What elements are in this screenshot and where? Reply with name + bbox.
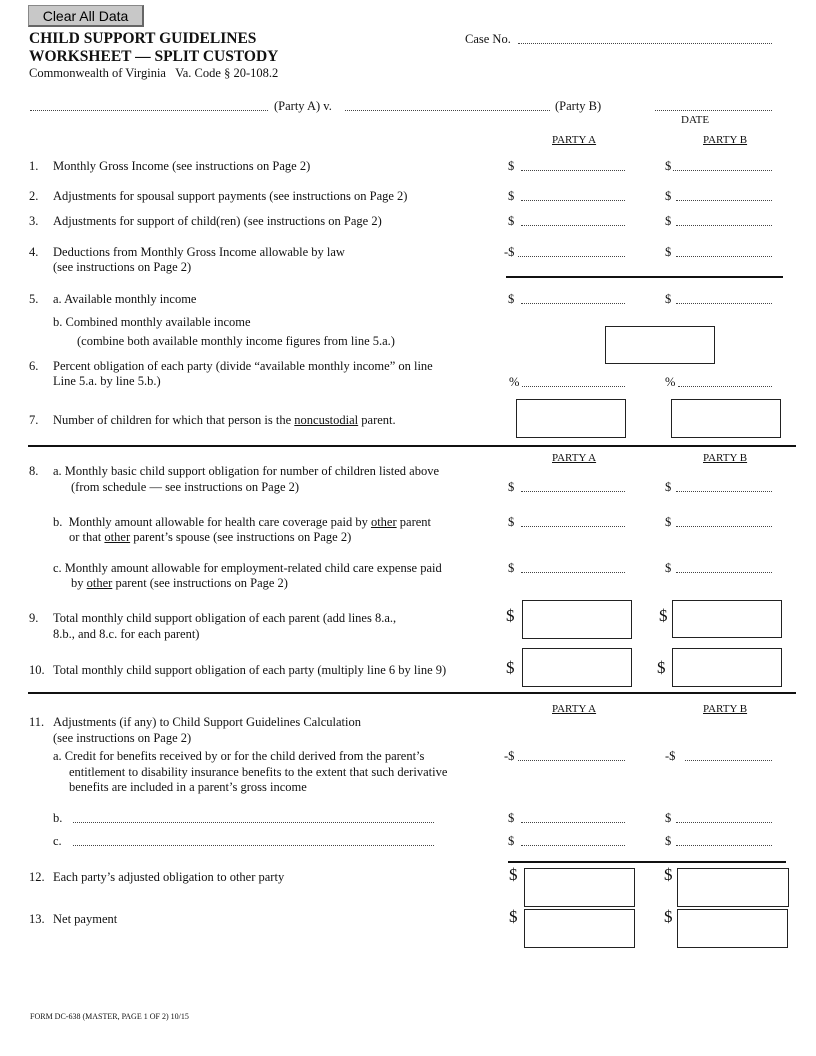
line-1-party-a-input[interactable] [521,160,625,171]
line-12-party-a-input[interactable] [524,868,635,907]
party-a-label: (Party A) v. [274,99,332,113]
dollar-sign: $ [509,907,518,926]
line-4-label-cont: (see instructions on Page 2) [53,260,192,274]
line-8c-label: c. Monthly amount allowable for employment-related child care expense paid [53,561,442,575]
text: parent’s spouse (see instructions on Page 2) [130,530,352,544]
column-header-party-a: PARTY A [552,134,597,146]
dollar-sign: $ [665,292,672,306]
line-3-party-b-input[interactable] [676,215,772,226]
line-2-label: Adjustments for spousal support payments (see instructions on Page 2) [53,189,408,203]
line-9-party-a-input[interactable] [522,600,632,639]
dollar-sign: $ [508,834,515,848]
subtitle: Commonwealth of Virginia Va. Code § 20-108.2 [29,66,279,80]
line-12-party-b-input[interactable] [677,868,789,907]
line-6-label: Percent obligation of each party (divide “available monthly income” on line [53,359,433,373]
line-8c-party-b-input[interactable] [676,562,772,573]
title-line-1: CHILD SUPPORT GUIDELINES [29,30,257,47]
dollar-sign: $ [665,834,672,848]
dollar-sign: $ [664,907,673,926]
dollar-sign: $ [508,480,515,494]
form-footer: FORM DC-638 (MASTER, PAGE 1 OF 2) 10/15 [30,1012,189,1021]
line-10-party-a-input[interactable] [522,648,632,687]
line-2-party-b-input[interactable] [676,190,772,201]
line-8c-party-a-input[interactable] [521,562,625,573]
dollar-sign: $ [665,214,672,228]
line-3-label: Adjustments for support of child(ren) (see instructions on Page 2) [53,214,382,228]
percent-sign: % [509,375,520,389]
dollar-sign: $ [664,865,673,884]
text: b. Monthly amount allowable for health care coverage paid by [53,515,371,529]
text: parent (see instructions on Page 2) [112,576,288,590]
line-7-text: Number of children for which that person is the [53,413,295,427]
line-5b-label-cont: (combine both available monthly income figures from line 5.a.) [77,334,395,348]
line-11a-party-a-input[interactable] [518,750,625,761]
line-11-label: Adjustments (if any) to Child Support Guidelines Calculation [53,715,361,729]
date-input[interactable] [655,100,772,111]
line-8a-label: a. Monthly basic child support obligation for number of children listed above [53,464,440,478]
case-no-label: Case No. [465,32,511,46]
line-5-number: 5. [29,292,39,306]
line-5b-combined-input[interactable] [605,326,715,364]
line-8b-label-cont [69,530,351,545]
text: parent [396,515,431,529]
line-10-label: Total monthly child support obligation of each party (multiply line 6 by line 9) [53,663,447,677]
dollar-sign: $ [508,561,515,575]
line-9-label-cont: 8.b., and 8.c. for each parent) [53,627,200,641]
line-2-party-a-input[interactable] [521,190,625,201]
line-5b-label: b. Combined monthly available income [53,315,251,329]
line-7-label [53,413,396,428]
line-8b-party-a-input[interactable] [521,516,625,527]
title-line-2: WORKSHEET — SPLIT CUSTODY [29,48,279,65]
column-header-party-b: PARTY B [703,703,748,715]
line-13-party-b-input[interactable] [677,909,788,948]
line-6-label-cont: Line 5.a. by line 5.b.) [53,374,161,388]
column-header-party-b: PARTY B [703,134,748,146]
line-3-number: 3. [29,214,39,228]
dollar-sign: $ [508,214,515,228]
line-11a-label-cont: entitlement to disability insurance benefits to the extent that such derivative [69,765,448,779]
dollar-sign: $ [665,159,672,173]
line-13-number: 13. [29,912,45,926]
line-11-number: 11. [29,715,45,729]
section-divider [28,692,796,694]
line-13-label: Net payment [53,912,118,926]
divider [506,276,783,278]
line-8-number: 8. [29,464,39,478]
line-9-party-b-input[interactable] [672,600,782,638]
column-header-party-a: PARTY A [552,703,597,715]
line-5a-label: a. Available monthly income [53,292,197,306]
line-8c-label-cont [71,576,288,591]
dollar-sign: $ [665,245,672,259]
line-12-number: 12. [29,870,45,884]
line-2-number: 2. [29,189,39,203]
date-label: DATE [681,114,710,126]
dollar-sign: $ [508,159,515,173]
line-11b-label: b. [53,811,63,825]
column-header-party-b: PARTY B [703,452,748,464]
line-11-label-cont: (see instructions on Page 2) [53,731,192,745]
negative-dollar-sign: -$ [665,749,676,763]
line-11a-party-b-input[interactable] [685,750,772,761]
line-4-party-b-input[interactable] [676,246,772,257]
line-8b-label [53,515,431,530]
clear-all-data-button[interactable]: Clear All Data [28,5,144,27]
section-divider [28,445,796,447]
divider [508,861,786,863]
line-8b-party-b-input[interactable] [676,516,772,527]
line-11b-description-input[interactable] [73,812,434,823]
line-5a-party-b-input[interactable] [676,293,772,304]
dollar-sign: $ [508,189,515,203]
line-8a-label-cont: (from schedule — see instructions on Page 2) [71,480,300,494]
line-1-number: 1. [29,159,39,173]
dollar-sign: $ [509,865,518,884]
dollar-sign: $ [657,658,666,677]
line-11c-description-input[interactable] [73,835,434,846]
line-11a-label-cont2: benefits are included in a parent’s gross income [69,780,307,794]
line-1-party-b-input[interactable] [673,160,772,171]
line-7-party-a-input[interactable] [516,399,626,438]
line-8a-party-b-input[interactable] [676,481,772,492]
line-4-label: Deductions from Monthly Gross Income allowable by law [53,245,345,259]
dollar-sign: $ [508,515,515,529]
dollar-sign: $ [506,606,515,625]
line-13-party-a-input[interactable] [524,909,635,948]
text: or that [69,530,105,544]
line-11c-party-a-input[interactable] [521,835,625,846]
line-9-label: Total monthly child support obligation of each parent (add lines 8.a., [53,611,397,625]
line-7-underlined: noncustodial [294,413,359,427]
line-7-number: 7. [29,413,39,427]
party-a-name-input[interactable] [30,100,268,111]
negative-dollar-sign: -$ [504,749,515,763]
line-5a-party-a-input[interactable] [521,293,625,304]
dollar-sign: $ [665,811,672,825]
line-12-label: Each party’s adjusted obligation to other party [53,870,285,884]
dollar-sign: $ [508,292,515,306]
line-11a-label: a. Credit for benefits received by or for the child derived from the parent’s [53,749,425,763]
party-b-label: (Party B) [555,99,602,113]
line-11b-party-b-input[interactable] [676,812,772,823]
line-6-party-a-input[interactable] [522,376,625,387]
line-7-text-end: parent. [358,413,396,427]
party-b-name-input[interactable] [345,100,550,111]
text: by [71,576,87,590]
column-header-party-a: PARTY A [552,452,597,464]
underlined-text: other [104,530,131,544]
dollar-sign: $ [508,811,515,825]
line-6-party-b-input[interactable] [678,376,772,387]
underlined-text: other [370,515,397,529]
line-10-number: 10. [29,663,45,677]
line-3-party-a-input[interactable] [521,215,625,226]
dollar-sign: $ [665,189,672,203]
dollar-sign: $ [665,515,672,529]
line-8a-party-a-input[interactable] [521,481,625,492]
dollar-sign: $ [665,480,672,494]
dollar-sign: $ [665,561,672,575]
percent-sign: % [665,375,676,389]
line-4-number: 4. [29,245,39,259]
line-9-number: 9. [29,611,39,625]
dollar-sign: $ [506,658,515,677]
line-11c-party-b-input[interactable] [676,835,772,846]
line-11c-label: c. [53,834,62,848]
case-no-input[interactable] [518,33,772,44]
dollar-sign: $ [659,606,668,625]
line-10-party-b-input[interactable] [672,648,782,687]
line-4-party-a-input[interactable] [518,246,625,257]
line-1-label: Monthly Gross Income (see instructions on Page 2) [53,159,311,173]
line-11b-party-a-input[interactable] [521,812,625,823]
line-7-party-b-input[interactable] [671,399,781,438]
line-6-number: 6. [29,359,39,373]
underlined-text: other [86,576,113,590]
negative-dollar-sign: -$ [504,245,515,259]
